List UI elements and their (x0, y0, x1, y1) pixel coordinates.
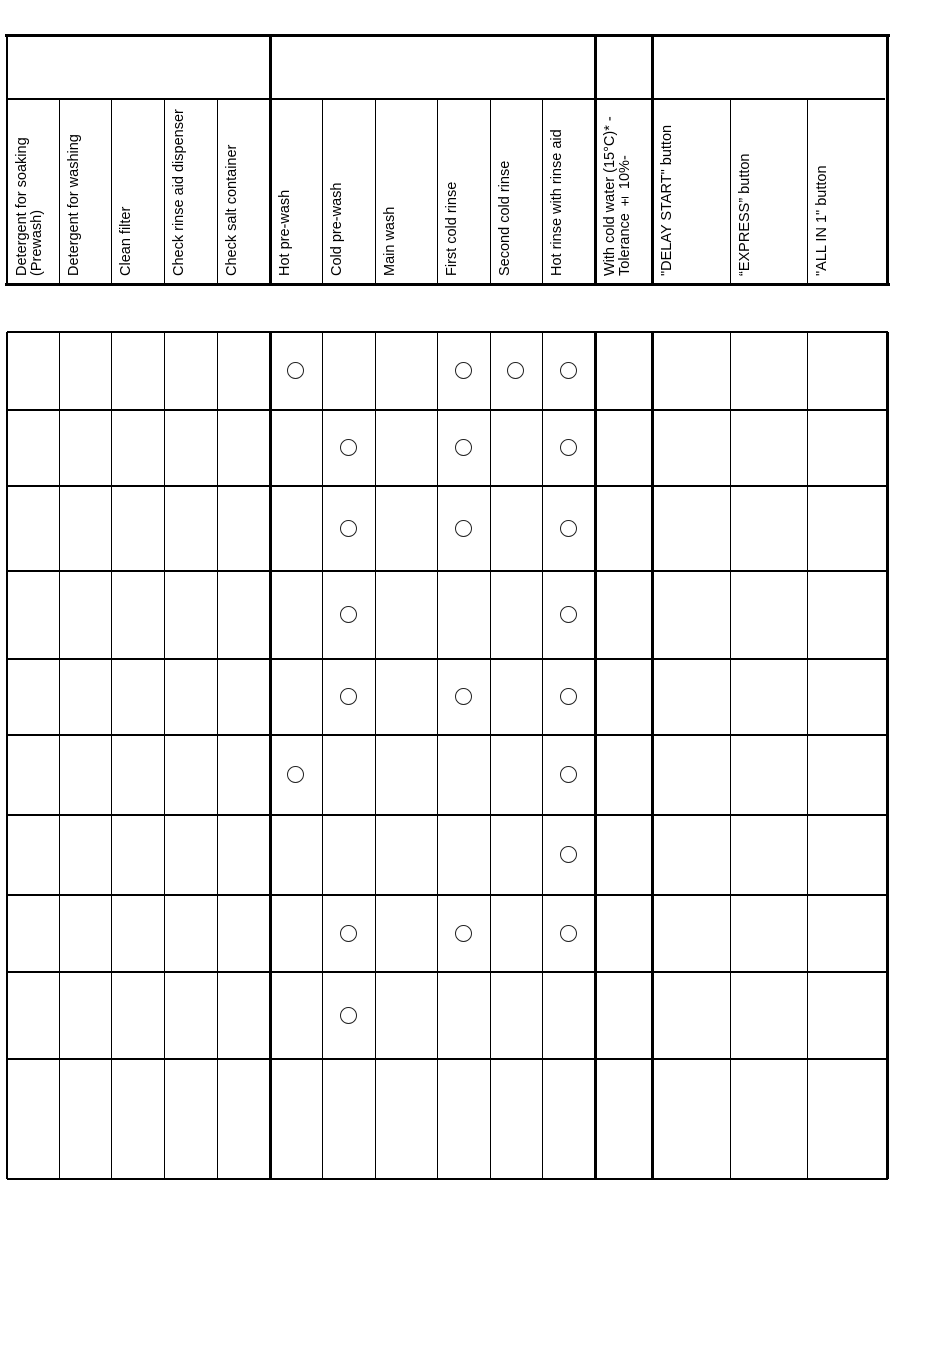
mark-circle-icon (560, 688, 577, 705)
mark-circle-icon (560, 925, 577, 942)
mark-circle-icon (455, 520, 472, 537)
row-divider (7, 485, 888, 487)
mark-circle-icon (455, 362, 472, 379)
header-column-divider (807, 98, 808, 284)
column-header-3: Check rinse aid dispenser (171, 109, 187, 276)
mark-circle-icon (455, 439, 472, 456)
mark-circle-icon (287, 766, 304, 783)
row-divider (7, 409, 888, 411)
body-column-divider (59, 332, 60, 1179)
column-header-13: “EXPRESS” button (737, 153, 753, 276)
body-column-divider (217, 332, 218, 1179)
column-header-11: With cold water (15°C)* -Tolerance ± 10%- (602, 116, 633, 276)
column-header-0: Detergent for soaking (Prewash) (14, 137, 45, 276)
row-divider (7, 734, 888, 736)
mark-circle-icon (560, 362, 577, 379)
column-header-10: Hot rinse with rinse aid (549, 129, 565, 276)
header-column-divider (594, 35, 597, 284)
header-column-divider (164, 98, 165, 284)
row-divider (7, 1058, 888, 1060)
header-column-divider (437, 98, 438, 284)
mark-circle-icon (560, 846, 577, 863)
body-column-divider (651, 332, 654, 1179)
header-column-divider (59, 98, 60, 284)
column-header-8: First cold rinse (444, 181, 460, 276)
mark-circle-icon (340, 688, 357, 705)
header-bottom-border (5, 283, 890, 286)
mark-circle-icon (287, 362, 304, 379)
mark-circle-icon (507, 362, 524, 379)
column-header-4: Check salt container (224, 144, 240, 276)
body-column-divider (542, 332, 543, 1179)
header-column-divider (490, 98, 491, 284)
column-header-7: Main wash (382, 206, 398, 276)
mark-circle-icon (340, 606, 357, 623)
row-divider (7, 971, 888, 973)
column-header-9: Second cold rinse (497, 160, 513, 276)
body-column-divider (730, 332, 731, 1179)
header-column-divider (375, 98, 376, 284)
column-header-2: Clean filter (118, 206, 134, 276)
body-column-divider (6, 332, 8, 1179)
header-column-divider (886, 35, 889, 284)
body-column-divider (886, 332, 889, 1179)
mark-circle-icon (560, 439, 577, 456)
row-divider (7, 894, 888, 896)
row-divider (7, 570, 888, 572)
body-column-divider (807, 332, 808, 1179)
body-column-divider (111, 332, 112, 1179)
body-column-divider (594, 332, 597, 1179)
header-divider (7, 98, 885, 100)
header-top-border (5, 34, 890, 37)
body-column-divider (490, 332, 491, 1179)
body-column-divider (375, 332, 376, 1179)
mark-circle-icon (340, 1007, 357, 1024)
header-column-divider (6, 35, 8, 284)
header-column-divider (651, 35, 654, 284)
body-column-divider (437, 332, 438, 1179)
header-column-divider (542, 98, 543, 284)
body-column-divider (164, 332, 165, 1179)
mark-circle-icon (560, 520, 577, 537)
row-divider (7, 1178, 888, 1180)
header-column-divider (322, 98, 323, 284)
body-column-divider (269, 332, 272, 1179)
header-column-divider (730, 98, 731, 284)
mark-circle-icon (560, 606, 577, 623)
mark-circle-icon (455, 925, 472, 942)
column-header-14: "ALL IN 1" button (814, 165, 830, 276)
mark-circle-icon (340, 439, 357, 456)
mark-circle-icon (340, 520, 357, 537)
row-divider (7, 814, 888, 816)
column-header-5: Hot pre-wash (277, 189, 293, 276)
header-column-divider (111, 98, 112, 284)
row-divider (7, 331, 888, 333)
mark-circle-icon (340, 925, 357, 942)
row-divider (7, 658, 888, 660)
column-header-12: "DELAY START" button (659, 124, 675, 276)
header-column-divider (217, 98, 218, 284)
body-column-divider (322, 332, 323, 1179)
column-header-1: Detergent for washing (66, 134, 82, 276)
mark-circle-icon (455, 688, 472, 705)
column-header-6: Cold pre-wash (329, 182, 345, 276)
header-column-divider (269, 35, 272, 284)
mark-circle-icon (560, 766, 577, 783)
